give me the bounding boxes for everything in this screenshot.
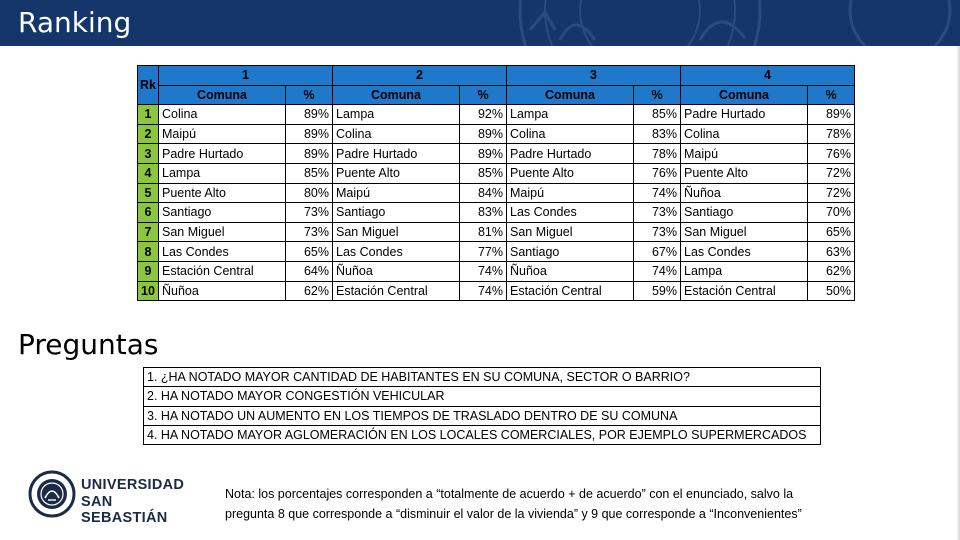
comuna-cell: Ñuñoa — [507, 261, 634, 281]
comuna-header: Comuna — [333, 85, 460, 105]
percent-cell: 85% — [634, 105, 681, 125]
comuna-cell: Ñuñoa — [333, 261, 460, 281]
comuna-header: Comuna — [507, 85, 634, 105]
rank-number: 3 — [138, 144, 159, 164]
percent-cell: 77% — [460, 242, 507, 262]
page-title: Ranking — [18, 6, 132, 39]
comuna-cell: San Miguel — [507, 222, 634, 242]
comuna-cell: Padre Hurtado — [159, 144, 286, 164]
percent-cell: 64% — [286, 261, 333, 281]
rank-number: 9 — [138, 261, 159, 281]
comuna-cell: Colina — [507, 124, 634, 144]
group-header: 4 — [681, 66, 855, 86]
percent-cell: 50% — [808, 281, 855, 301]
percent-cell: 62% — [808, 261, 855, 281]
comuna-cell: Santiago — [333, 203, 460, 223]
comuna-cell: Ñuñoa — [159, 281, 286, 301]
percent-cell: 62% — [286, 281, 333, 301]
percent-cell: 81% — [460, 222, 507, 242]
ranking-row — [138, 163, 855, 183]
comuna-cell: Puente Alto — [333, 163, 460, 183]
percent-cell: 74% — [460, 281, 507, 301]
percent-cell: 89% — [286, 105, 333, 125]
footnote — [225, 484, 925, 524]
percent-header: % — [634, 85, 681, 105]
comuna-cell: San Miguel — [681, 222, 808, 242]
comuna-cell: Las Condes — [159, 242, 286, 262]
comuna-cell: Colina — [681, 124, 808, 144]
percent-cell: 89% — [286, 144, 333, 164]
percent-cell: 70% — [808, 203, 855, 223]
percent-header: % — [460, 85, 507, 105]
comuna-cell: Estación Central — [681, 281, 808, 301]
comuna-cell: Colina — [333, 124, 460, 144]
percent-cell: 89% — [460, 144, 507, 164]
rank-number: 6 — [138, 203, 159, 223]
comuna-cell: San Miguel — [159, 222, 286, 242]
ranking-row — [138, 261, 855, 281]
university-seal-icon — [28, 470, 76, 518]
group-header: 2 — [333, 66, 507, 86]
comuna-cell: Estación Central — [159, 261, 286, 281]
question-row — [144, 425, 821, 444]
comuna-cell: Maipú — [159, 124, 286, 144]
comuna-cell: Las Condes — [333, 242, 460, 262]
question-row — [144, 387, 821, 406]
comuna-header: Comuna — [681, 85, 808, 105]
percent-header: % — [286, 85, 333, 105]
ranking-row — [138, 203, 855, 223]
comuna-cell: Ñuñoa — [681, 183, 808, 203]
university-seal-watermark-icon — [0, 0, 960, 46]
question-text: 4. HA NOTADO MAYOR AGLOMERACIÓN EN LOS LOCALES COMERCIALES, POR EJEMPLO SUPERMERCADOS — [144, 425, 821, 444]
percent-cell: 89% — [286, 124, 333, 144]
comuna-cell: Santiago — [681, 203, 808, 223]
footnote-line-1: Nota: los porcentajes corresponden a “totalmente de acuerdo + de acuerdo” con el enunciado, salvo la — [225, 487, 794, 501]
slide-edge-shadow — [956, 46, 960, 540]
group-header: 3 — [507, 66, 681, 86]
percent-cell: 89% — [808, 105, 855, 125]
percent-cell: 76% — [634, 163, 681, 183]
logo-line-1: UNIVERSIDAD — [81, 477, 185, 493]
ranking-row — [138, 242, 855, 262]
comuna-cell: Lampa — [681, 261, 808, 281]
question-text: 1. ¿HA NOTADO MAYOR CANTIDAD DE HABITANTES EN SU COMUNA, SECTOR O BARRIO? — [144, 368, 821, 387]
percent-cell: 85% — [460, 163, 507, 183]
preguntas-title: Preguntas — [18, 328, 159, 361]
ranking-row — [138, 183, 855, 203]
percent-cell: 73% — [286, 222, 333, 242]
percent-cell: 83% — [634, 124, 681, 144]
comuna-cell: Lampa — [159, 163, 286, 183]
percent-cell: 92% — [460, 105, 507, 125]
comuna-cell: Estación Central — [507, 281, 634, 301]
percent-cell: 63% — [808, 242, 855, 262]
percent-cell: 84% — [460, 183, 507, 203]
rank-number: 4 — [138, 163, 159, 183]
group-header: 1 — [159, 66, 333, 86]
footnote-line-2: pregunta 8 que corresponde a “disminuir el valor de la vivienda” y 9 que corresponde a “Inconvenientes” — [225, 507, 802, 521]
rank-number: 1 — [138, 105, 159, 125]
comuna-cell: Estación Central — [333, 281, 460, 301]
percent-cell: 73% — [286, 203, 333, 223]
ranking-row — [138, 144, 855, 164]
comuna-cell: Santiago — [507, 242, 634, 262]
percent-cell: 74% — [634, 261, 681, 281]
percent-cell: 89% — [460, 124, 507, 144]
question-text: 3. HA NOTADO UN AUMENTO EN LOS TIEMPOS DE TRASLADO DENTRO DE SU COMUNA — [144, 406, 821, 425]
rank-number: 10 — [138, 281, 159, 301]
comuna-cell: Padre Hurtado — [333, 144, 460, 164]
comuna-cell: Maipú — [681, 144, 808, 164]
percent-cell: 80% — [286, 183, 333, 203]
percent-cell: 72% — [808, 163, 855, 183]
questions-table — [143, 367, 821, 445]
ranking-row — [138, 124, 855, 144]
ranking-row — [138, 281, 855, 301]
percent-cell: 67% — [634, 242, 681, 262]
comuna-header: Comuna — [159, 85, 286, 105]
percent-cell: 74% — [634, 183, 681, 203]
comuna-cell: San Miguel — [333, 222, 460, 242]
ranking-row — [138, 105, 855, 125]
percent-cell: 76% — [808, 144, 855, 164]
rank-number: 7 — [138, 222, 159, 242]
ranking-table — [137, 65, 855, 301]
comuna-cell: Colina — [159, 105, 286, 125]
rank-number: 8 — [138, 242, 159, 262]
comuna-cell: Lampa — [507, 105, 634, 125]
comuna-cell: Padre Hurtado — [507, 144, 634, 164]
percent-cell: 65% — [808, 222, 855, 242]
comuna-cell: Puente Alto — [681, 163, 808, 183]
percent-cell: 73% — [634, 203, 681, 223]
percent-cell: 85% — [286, 163, 333, 183]
percent-header: % — [808, 85, 855, 105]
rank-column-header: Rk — [138, 66, 159, 105]
percent-cell: 65% — [286, 242, 333, 262]
percent-cell: 83% — [460, 203, 507, 223]
comuna-cell: Padre Hurtado — [681, 105, 808, 125]
rank-number: 2 — [138, 124, 159, 144]
rank-number: 5 — [138, 183, 159, 203]
question-row — [144, 406, 821, 425]
comuna-cell: Las Condes — [681, 242, 808, 262]
question-text: 2. HA NOTADO MAYOR CONGESTIÓN VEHICULAR — [144, 387, 821, 406]
percent-cell: 73% — [634, 222, 681, 242]
ranking-group-header-row — [138, 66, 855, 86]
ranking-subheader-row — [138, 85, 855, 105]
percent-cell: 72% — [808, 183, 855, 203]
university-logo — [28, 470, 198, 524]
comuna-cell: Maipú — [333, 183, 460, 203]
comuna-cell: Maipú — [507, 183, 634, 203]
percent-cell: 59% — [634, 281, 681, 301]
ranking-row — [138, 222, 855, 242]
ranking-table-body — [138, 105, 855, 301]
comuna-cell: Santiago — [159, 203, 286, 223]
comuna-cell: Puente Alto — [159, 183, 286, 203]
percent-cell: 78% — [634, 144, 681, 164]
comuna-cell: Las Condes — [507, 203, 634, 223]
header-bar — [0, 0, 960, 46]
logo-line-2: SAN SEBASTIÁN — [81, 494, 168, 526]
comuna-cell: Puente Alto — [507, 163, 634, 183]
percent-cell: 78% — [808, 124, 855, 144]
percent-cell: 74% — [460, 261, 507, 281]
comuna-cell: Lampa — [333, 105, 460, 125]
question-row — [144, 368, 821, 387]
